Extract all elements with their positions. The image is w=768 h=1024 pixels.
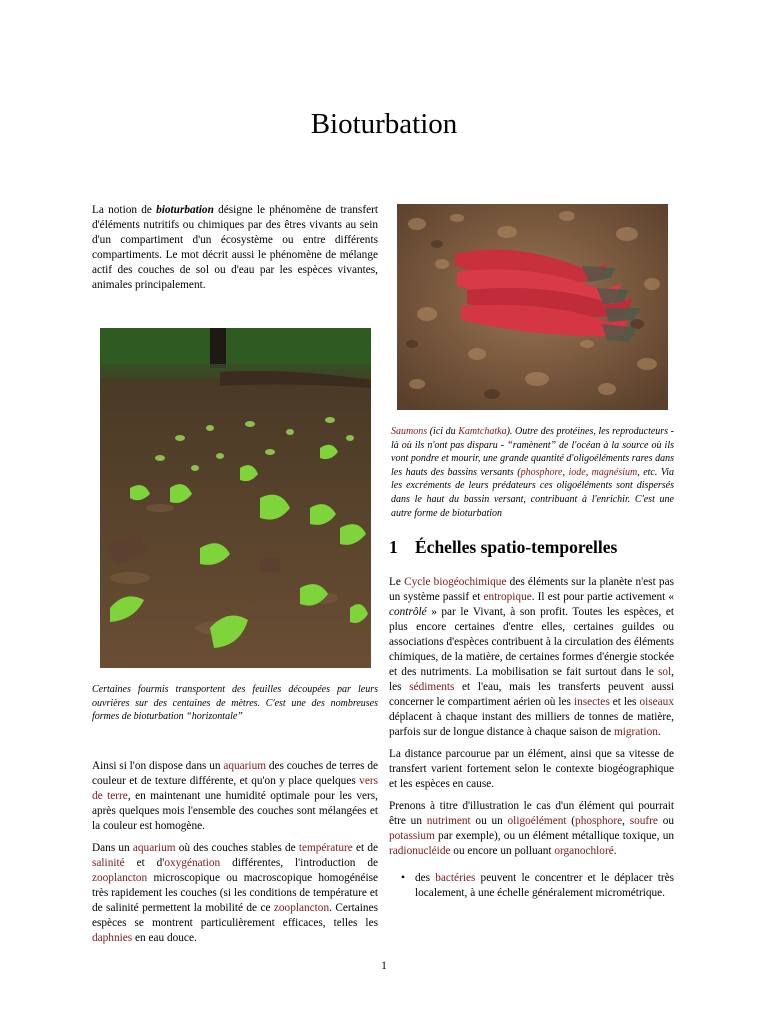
link-sol[interactable]: sol — [657, 666, 672, 678]
right-column-text — [389, 575, 674, 901]
caption-text: ). Outre des protéines, les reproducteurs - là où ils n'ont pas disparu - “ramènent” de l'océan à la source où ils vont pondre et mourir, une grande quantité d'oligoéléments rares dans les hauts des bassins versants ( — [391, 426, 674, 478]
salmon-photo — [397, 204, 668, 410]
link-salinite[interactable]: salinité — [92, 857, 125, 869]
link-soufre[interactable]: soufre — [629, 815, 658, 827]
link-cycle-biogeochimique[interactable]: Cycle biogéochimique — [404, 576, 507, 588]
link-entropique[interactable]: entropique — [483, 591, 532, 603]
link-phosphore[interactable]: phosphore — [575, 815, 623, 827]
paragraph-aquarium-vers: Ainsi si l'on dispose dans un aquarium des couches de terres de couleur et de texture différente, et qu'on y place quelques vers de terre, en maintenant une humidité optimale pour les vers, après quelques mois l'ensemble des couches sont mélangées et la couleur est homogène. — [92, 760, 378, 832]
left-column-text — [92, 759, 378, 953]
link-oiseaux[interactable]: oiseaux — [639, 696, 674, 708]
leafcutter-ants-photo — [100, 328, 371, 668]
page-title: Bioturbation — [310, 108, 458, 140]
link-organochlore[interactable]: organochloré — [554, 845, 614, 857]
paragraph-cycle: Le Cycle biogéochimique des éléments sur la planète n'est pas un système passif et entropique. Il est pour partie activement « contrôlé » par le Vivant, à son profit. Toutes les espèces, et plus encore certaines d'entre elles, certaines guildes ou associations d'espèces contribuent à la circulation des éléments chimiques, de la matière, de certaines formes d'énergie stockée et des nutriments. La mobilisation se fait surtout dans le sol, les sédiments et l'eau, mais les transferts peuvent aussi concerner le compartiment aérien où les insectes et les oiseaux déplacent à chaque instant des milliers de tonnes de matière, parfois sur de longue distance à chaque saison de migration. — [389, 576, 675, 738]
link-zooplancton[interactable]: zooplancton — [273, 902, 330, 914]
link-aquarium[interactable]: aquarium — [132, 842, 176, 854]
salmon-caption — [391, 425, 674, 520]
link-phosphore[interactable]: phosphore — [520, 466, 563, 478]
caption-text: , — [562, 466, 569, 478]
bullet-list — [389, 871, 674, 901]
caption-text: (ici du — [427, 426, 459, 437]
link-vers-de-terre[interactable]: vers de terre — [92, 775, 378, 802]
link-sediments[interactable]: sédiments — [409, 681, 455, 693]
link-radionucleide[interactable]: radionucléide — [389, 845, 451, 857]
link-zooplancton[interactable]: zooplancton — [92, 872, 148, 884]
list-item: • des bactéries peuvent le concentrer et le déplacer très localement, à une échelle généralement micrométrique. — [401, 872, 674, 899]
paragraph-illustration: Prenons à titre d'illustration le cas d'un élément qui pourrait être un nutriment ou un oligoélément (phosphore, soufre ou potassium par exemple), ou un élément métallique toxique, un radionucléide ou encore un polluant organochloré. — [389, 800, 674, 857]
intro-text: La notion de — [92, 204, 157, 216]
section-number: 1 — [389, 537, 398, 557]
ants-caption: Certaines fourmis transportent des feuilles découpées par leurs ouvrières sur des centaines de mètres. C'est une des nombreuses formes de bioturbation “horizontale” — [92, 684, 378, 723]
intro-term: bioturbation — [156, 204, 214, 216]
caption-text: , — [585, 466, 592, 478]
link-insectes[interactable]: insectes — [573, 696, 610, 708]
section-heading — [389, 537, 674, 558]
page-number: 1 — [381, 960, 387, 972]
intro-paragraph — [92, 203, 378, 300]
section-title: Échelles spatio-temporelles — [415, 537, 618, 557]
link-magnesium[interactable]: magnésium — [591, 466, 638, 478]
caption-text: , etc. Via les excréments de leurs prédateurs ces oligoéléments sont dispersés dans le haut du bassin versant, contribuant à l'enrichir. C'est une autre forme de bioturbation — [391, 466, 674, 519]
link-nutriment[interactable]: nutriment — [426, 815, 471, 827]
link-aquarium[interactable]: aquarium — [223, 760, 267, 772]
link-iode[interactable]: iode — [568, 466, 586, 478]
link-daphnies[interactable]: daphnies — [92, 932, 133, 944]
paragraph-aquarium-zooplancton: Dans un aquarium où des couches stables de température et de salinité et d'oxygénation différentes, l'introduction de zooplancton microscopique ou macroscopique homogénéise très rapidement les couches (si les conditions de température et de salinité permettent la mobilité de ce zooplancton. Certaines espèces se montrent particulièrement efficaces, telles les daphnies en eau douce. — [92, 842, 378, 944]
bullet-dot-icon: • — [401, 872, 405, 884]
link-migration[interactable]: migration — [613, 726, 658, 738]
intro-text: désigne le phénomène de transfert d'éléments nutritifs ou chimiques par des êtres vivants au sein d'un compartiment d'un écosystème ou entre différents compartiments. Le mot décrit aussi le phénomène de mélange actif des couches de sol ou d'eau par les espèces vivantes, animales principalement. — [92, 204, 379, 291]
link-potassium[interactable]: potassium — [389, 830, 435, 842]
link-bacteries[interactable]: bactéries — [435, 872, 476, 884]
link-oligoelement[interactable]: oligoélément — [507, 815, 567, 827]
link-saumons[interactable]: Saumons — [391, 426, 428, 437]
link-kamtchatka[interactable]: Kamtchatka — [458, 426, 507, 437]
paragraph-distance: La distance parcourue par un élément, ainsi que sa vitesse de transfert varient fortement selon le contexte biogéographique et les espèces en cause. — [389, 748, 674, 790]
link-temperature[interactable]: température — [298, 842, 353, 854]
link-oxygenation[interactable]: oxygénation — [164, 857, 221, 869]
